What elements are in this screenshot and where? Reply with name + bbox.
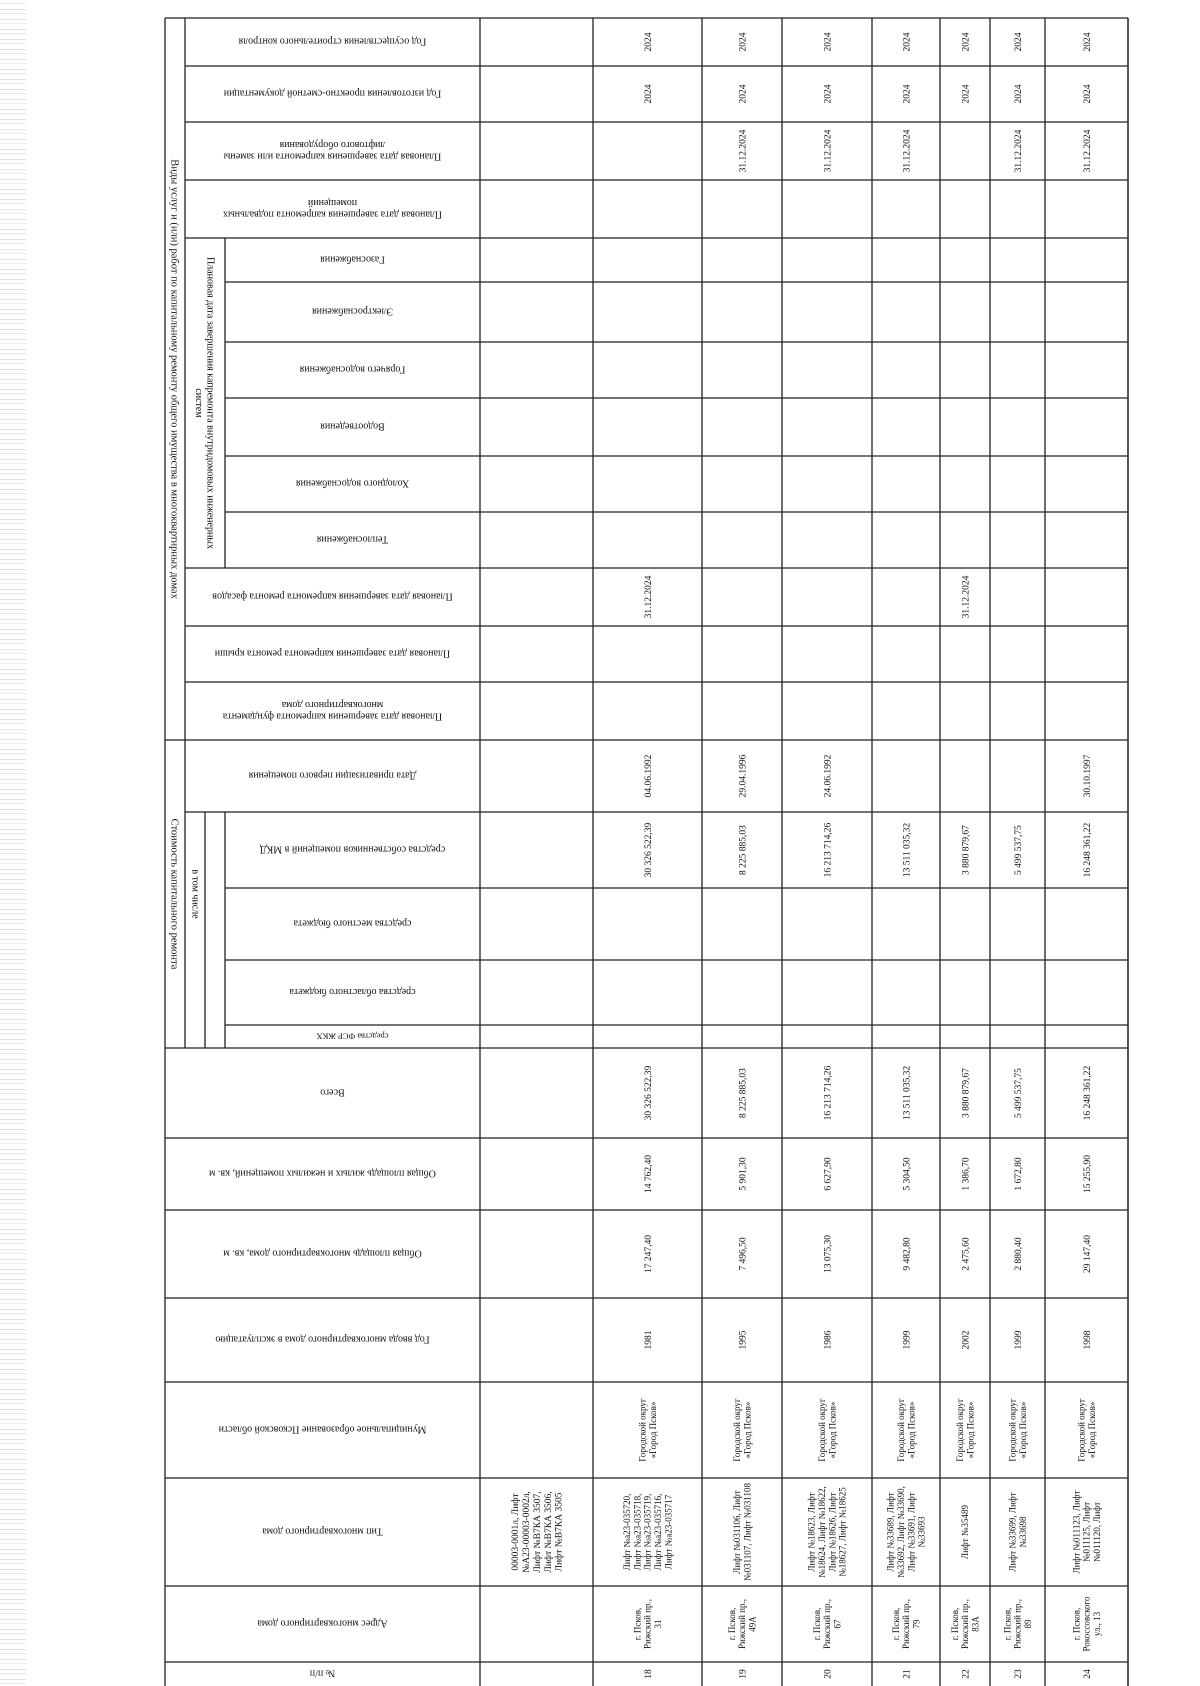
column-header-hot: Горячего водоснабжения bbox=[299, 363, 406, 375]
cell-own-row-20: 16 213 714,26 bbox=[823, 822, 834, 878]
cell-control-row-24: 2024 bbox=[1082, 32, 1093, 52]
cell-priv-row-20: 24.06.1992 bbox=[823, 754, 834, 798]
column-header-num: № п/п bbox=[309, 1667, 336, 1679]
cell-type-row-18: Лифт №а23-035720,Лифт №а23-035718,Лифт №а23-035719,Лифт №а23-035716,Лифт №а23-035717 bbox=[621, 1493, 674, 1571]
column-header-psd: Год изготовления проектно-сметной документации bbox=[223, 87, 442, 99]
cell-address-row-21: г. Псков,Рижский пр.,79 bbox=[890, 1599, 922, 1649]
cell-area_living-row-22: 1 386,70 bbox=[961, 1157, 972, 1191]
cell-facade-row-18: 31.12.2024 bbox=[643, 575, 654, 619]
cell-address-row-18: г. Псков,Рижский пр.,31 bbox=[632, 1599, 663, 1649]
cell-year-row-21: 1999 bbox=[902, 1330, 913, 1350]
column-header-own: средства собственников помещений в МКД bbox=[259, 843, 446, 855]
cell-area_living-row-18: 14 762,40 bbox=[643, 1155, 654, 1193]
group-header-incl: в том числе bbox=[189, 869, 201, 919]
column-header-sewer: Водоотведения bbox=[320, 420, 385, 432]
cell-municipality-row-18: Городской округ«Город Псков» bbox=[637, 1398, 658, 1462]
cell-municipality-row-19: Городской округ«Город Псков» bbox=[731, 1398, 753, 1462]
cell-area_living-row-24: 15 255,90 bbox=[1082, 1155, 1093, 1193]
cell-year-row-23: 1999 bbox=[1013, 1330, 1024, 1350]
continuation-cell: 00003-0001л, Лифт№А23-00003-0002л,Лифт №В7КА 3507,Лифт №В7КА 3506,Лифт №В7КА 3505 bbox=[510, 1491, 565, 1573]
cell-lift-row-23: 31.12.2024 bbox=[1013, 129, 1024, 173]
column-header-year: Год ввода многоквартирного дома в эксплуатацию bbox=[215, 1333, 430, 1345]
cell-area_total-row-21: 9 482,80 bbox=[902, 1237, 913, 1271]
column-header-cold: Холодного водоснабжения bbox=[295, 477, 410, 489]
column-header-type: Тип многоквартирного дома bbox=[262, 1525, 383, 1537]
cell-psd-row-18: 2024 bbox=[643, 84, 654, 104]
cell-control-row-21: 2024 bbox=[902, 32, 913, 52]
cell-cost_total-row-23: 5 499 537,75 bbox=[1013, 1068, 1024, 1118]
column-header-fund: Плановая дата завершения капремонта фундаментамногоквартирного дома bbox=[222, 698, 443, 722]
cell-priv-row-24: 30.10.1997 bbox=[1082, 754, 1093, 798]
column-header-area_living: Общая площадь жилых и нежилых помещений, кв. м bbox=[209, 1167, 436, 1179]
cell-type-row-22: Лифт №35489 bbox=[960, 1504, 971, 1560]
cell-address-row-24: г. Псков,Рокоссовскогоул., 13 bbox=[1071, 1596, 1102, 1652]
group-header-engineering: Плановая дата завершения капремонта внутридомовых инженерныхсистем bbox=[192, 256, 216, 550]
cell-cost_total-row-22: 3 880 879,67 bbox=[961, 1068, 972, 1118]
cell-cost_total-row-24: 16 248 361,22 bbox=[1082, 1065, 1093, 1121]
column-header-cost_total: Всего bbox=[320, 1086, 345, 1098]
cell-psd-row-19: 2024 bbox=[738, 84, 749, 104]
column-header-fsr: средства ФСР ЖКХ bbox=[316, 1031, 389, 1042]
cell-area_total-row-22: 2 475,60 bbox=[961, 1237, 972, 1271]
cell-area_total-row-18: 17 247,40 bbox=[643, 1235, 654, 1273]
cell-psd-row-24: 2024 bbox=[1082, 84, 1093, 104]
cell-control-row-19: 2024 bbox=[738, 32, 749, 52]
cell-address-row-19: г. Псков,Рижский пр.,49А bbox=[726, 1599, 758, 1649]
cell-facade-row-22: 31.12.2024 bbox=[961, 575, 972, 619]
cell-type-row-24: Лифт №011123, Лифт№011125, Лифт№011120, Лифт bbox=[1071, 1490, 1102, 1574]
cell-type-row-23: Лифт №33699, Лифт№33698 bbox=[1007, 1492, 1028, 1572]
cell-lift-row-24: 31.12.2024 bbox=[1082, 129, 1093, 173]
cell-year-row-24: 1998 bbox=[1082, 1330, 1093, 1350]
cell-year-row-20: 1986 bbox=[823, 1330, 834, 1350]
cell-address-row-22: г. Псков,Рижский пр.,83А bbox=[949, 1599, 981, 1649]
column-header-elec: Электроснабжения bbox=[312, 305, 393, 317]
column-header-municipality: Муниципальное образование Псковской области bbox=[218, 1423, 427, 1435]
cell-address-row-20: г. Псков,Рижский пр.,67 bbox=[811, 1599, 843, 1649]
cell-area_total-row-19: 7 496,50 bbox=[738, 1237, 749, 1271]
cell-cost_total-row-21: 13 511 035,32 bbox=[902, 1065, 913, 1121]
cell-own-row-24: 16 248 361,22 bbox=[1082, 822, 1093, 878]
column-header-basement: Плановая дата завершения капремонта подвальныхпомещений bbox=[222, 196, 443, 220]
cell-psd-row-21: 2024 bbox=[902, 84, 913, 104]
group-header-works: Виды услуг и (или) работ по капитальному ремонту общего имущества в многоквартирных домах bbox=[168, 159, 180, 599]
cell-area_living-row-21: 5 304,50 bbox=[902, 1157, 913, 1191]
cell-area_living-row-23: 1 672,80 bbox=[1013, 1157, 1024, 1191]
cell-year-row-19: 1995 bbox=[738, 1330, 749, 1350]
cell-year-row-22: 2002 bbox=[961, 1330, 972, 1350]
cell-type-row-19: Лифт №031106, Лифт№031107, Лифт №031108 bbox=[731, 1483, 753, 1581]
cell-lift-row-21: 31.12.2024 bbox=[902, 129, 913, 173]
cell-own-row-19: 8 225 885,03 bbox=[738, 825, 749, 875]
cell-municipality-row-22: Городской округ«Город Псков» bbox=[954, 1398, 976, 1462]
cell-type-row-21: Лифт №33689, Лифт№33692, Лифт №33690,Лифт №33691, Лифт№33693 bbox=[885, 1486, 927, 1578]
cell-municipality-row-24: Городской округ«Город Псков» bbox=[1076, 1398, 1097, 1462]
cell-control-row-22: 2024 bbox=[961, 32, 972, 52]
column-header-priv: Дата приватизации первого помещения bbox=[248, 769, 417, 781]
cell-own-row-23: 5 499 537,75 bbox=[1013, 825, 1024, 875]
column-header-control: Год осуществления строительного контроля bbox=[238, 35, 427, 47]
cell-own-row-21: 13 511 035,32 bbox=[902, 822, 913, 878]
cell-num-row-19: 19 bbox=[738, 1669, 749, 1679]
cell-type-row-20: Лифт №18623, Лифт№18624, Лифт №18622,Лифт №18626, Лифт№18627, Лифт №18625 bbox=[806, 1486, 848, 1578]
group-header-cost: Стоимость капитального ремонта bbox=[168, 818, 180, 970]
cell-area_living-row-20: 6 627,90 bbox=[823, 1157, 834, 1191]
cell-num-row-21: 21 bbox=[902, 1669, 913, 1679]
cell-psd-row-23: 2024 bbox=[1013, 84, 1024, 104]
cell-control-row-18: 2024 bbox=[643, 32, 654, 52]
column-header-lift: Плановая дата завершения капремонта или заменылифтового оборудования bbox=[223, 138, 442, 162]
column-header-gas: Газоснабжения bbox=[320, 253, 385, 265]
cell-control-row-20: 2024 bbox=[823, 32, 834, 52]
column-header-obl: средства областного бюджета bbox=[289, 986, 416, 997]
column-header-address: Адрес многоквартирного дома bbox=[257, 1617, 388, 1629]
cell-priv-row-19: 29.04.1996 bbox=[738, 754, 749, 798]
column-header-area_total: Общая площадь многоквартирного дома, кв. м bbox=[223, 1247, 422, 1259]
cell-own-row-22: 3 880 879,67 bbox=[961, 825, 972, 875]
cell-lift-row-20: 31.12.2024 bbox=[823, 129, 834, 173]
cell-num-row-23: 23 bbox=[1013, 1669, 1024, 1679]
cell-cost_total-row-18: 30 326 522,39 bbox=[643, 1065, 654, 1121]
cell-year-row-18: 1981 bbox=[643, 1330, 654, 1350]
cell-area_total-row-24: 29 147,40 bbox=[1082, 1235, 1093, 1273]
cell-priv-row-18: 04.06.1992 bbox=[643, 754, 654, 798]
cell-psd-row-22: 2024 bbox=[961, 84, 972, 104]
cell-num-row-18: 18 bbox=[643, 1669, 654, 1679]
column-header-heat: Теплоснабжения bbox=[316, 533, 389, 545]
cell-cost_total-row-19: 8 225 885,03 bbox=[738, 1068, 749, 1118]
cell-area_total-row-20: 13 075,30 bbox=[823, 1235, 834, 1273]
cell-municipality-row-21: Городской округ«Город Псков» bbox=[895, 1398, 917, 1462]
cell-num-row-20: 20 bbox=[823, 1669, 834, 1679]
column-header-facade: Плановая дата завершения капремонта ремонта фасадов bbox=[212, 590, 453, 602]
cell-municipality-row-20: Городской округ«Город Псков» bbox=[816, 1398, 838, 1462]
cell-area_total-row-23: 2 880,40 bbox=[1013, 1237, 1024, 1271]
cell-psd-row-20: 2024 bbox=[823, 84, 834, 104]
column-header-mest: средства местного бюджета bbox=[293, 917, 412, 929]
column-header-roof: Плановая дата завершения капремонта ремонта крыши bbox=[214, 647, 451, 659]
cell-cost_total-row-20: 16 213 714,26 bbox=[823, 1065, 834, 1121]
cell-municipality-row-23: Городской округ«Город Псков» bbox=[1007, 1398, 1028, 1462]
cell-num-row-22: 22 bbox=[961, 1669, 972, 1679]
cell-area_living-row-19: 5 901,30 bbox=[738, 1157, 749, 1191]
cell-num-row-24: 24 bbox=[1082, 1669, 1093, 1679]
cell-lift-row-19: 31.12.2024 bbox=[738, 129, 749, 173]
cell-control-row-23: 2024 bbox=[1013, 32, 1024, 52]
cell-own-row-18: 30 326 522,39 bbox=[643, 822, 654, 878]
cell-address-row-23: г. Псков,Рижский пр.,89 bbox=[1002, 1599, 1033, 1649]
